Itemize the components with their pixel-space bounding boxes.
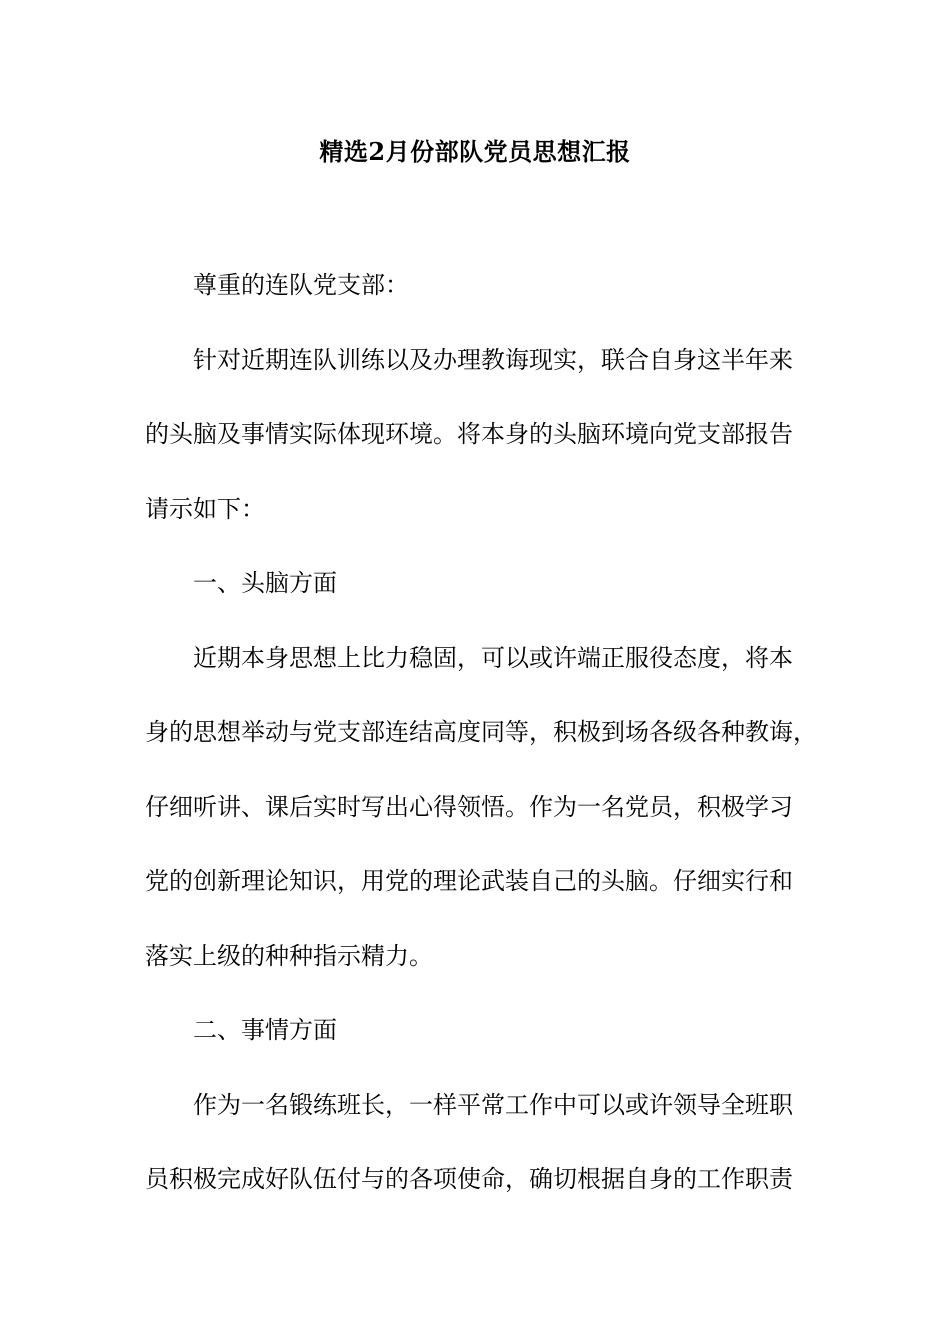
document-body <box>145 248 817 1217</box>
section-heading: 一、头脑方面 <box>193 569 337 597</box>
paragraph-line: 员积极完成好队伍付与的各项使命，确切根据自身的工作职责 <box>145 1165 793 1193</box>
paragraph-line: 落实上级的种种指示精力。 <box>145 941 433 970</box>
document-title: 精选2月份部队党员思想汇报 <box>319 137 631 166</box>
salutation-line: 尊重的连队党支部： <box>193 271 409 299</box>
paragraph-line: 仔细听讲、课后实时写出心得领悟。作为一名党员，积极学习 <box>145 792 793 821</box>
section-heading: 二、事情方面 <box>193 1016 337 1044</box>
paragraph-line: 针对近期连队训练以及办理教诲现实，联合自身这半年来 <box>193 345 793 374</box>
paragraph-line: 作为一名锻练班长，一样平常工作中可以或许领导全班职 <box>193 1090 793 1119</box>
paragraph-line: 请示如下： <box>145 494 265 523</box>
paragraph-line: 身的思想举动与党支部连结高度同等，积极到场各级各种教诲， <box>145 718 817 746</box>
paragraph-line: 党的创新理论知识，用党的理论武装自己的头脑。仔细实行和 <box>145 867 793 895</box>
paragraph-line: 的头脑及事情实际体现环境。将本身的头脑环境向党支部报告 <box>145 420 793 448</box>
paragraph-line: 近期本身思想上比力稳固，可以或许端正服役态度，将本 <box>193 643 793 672</box>
